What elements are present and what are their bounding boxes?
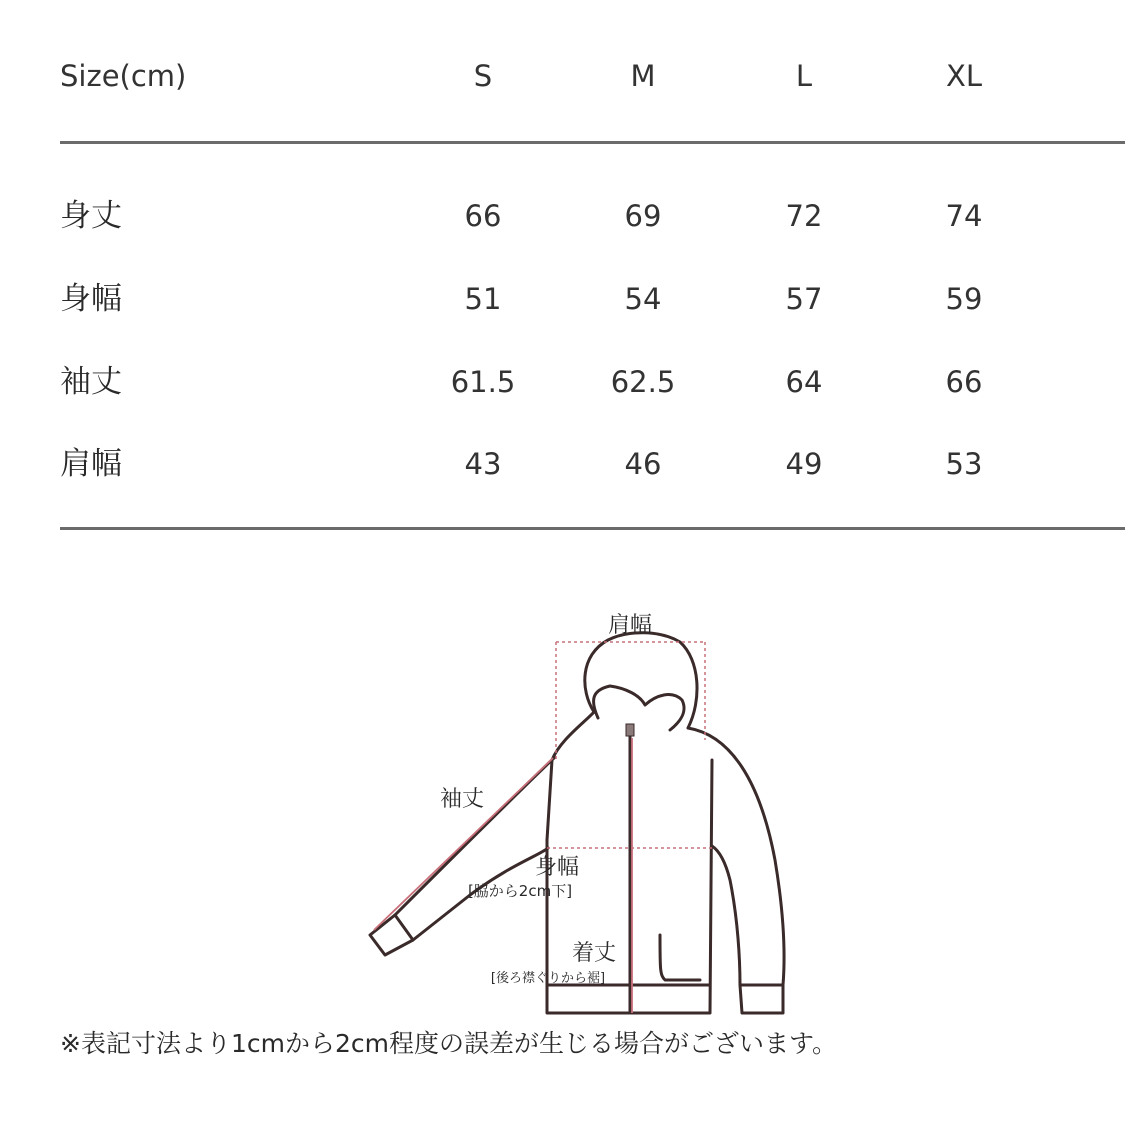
hood-inner	[594, 686, 685, 730]
table-cell: 43	[464, 447, 502, 481]
table-row	[0, 196, 1125, 236]
table-cell: 51	[464, 282, 502, 316]
size-s-header: S	[473, 59, 493, 93]
table-cell: 69	[624, 199, 662, 233]
sleeve-length-label: 袖丈	[439, 787, 485, 812]
table-cell: 53	[945, 447, 983, 481]
pocket	[660, 935, 700, 980]
table-cell: 66	[464, 199, 502, 233]
body-length-note: [後ろ襟ぐりから裾]	[490, 971, 606, 986]
table-cell: 64	[785, 365, 823, 399]
header-divider	[60, 141, 1125, 144]
left-cuff	[395, 915, 413, 940]
body-length-label: 着丈	[571, 941, 617, 966]
table-cell: 57	[785, 282, 823, 316]
body-width-note: [脇から2cm下]	[467, 882, 573, 900]
table-row	[0, 362, 1125, 402]
table-cell: 66	[945, 365, 983, 399]
body-width-label: 身幅	[534, 855, 580, 880]
table-bottom-divider	[60, 527, 1125, 530]
table-cell: 62.5	[610, 365, 676, 399]
size-l-header: L	[795, 59, 813, 93]
size-unit-header: Size(cm)	[60, 59, 187, 93]
hoodie-measurement-diagram	[360, 600, 820, 1030]
size-m-header: M	[630, 59, 656, 93]
table-cell: 72	[785, 199, 823, 233]
table-cell: 59	[945, 282, 983, 316]
row-label: 肩幅	[60, 446, 122, 482]
table-cell: 54	[624, 282, 662, 316]
table-cell: 61.5	[450, 365, 516, 399]
shoulder-width-label: 肩幅	[607, 613, 653, 638]
table-row	[0, 444, 1125, 484]
row-label: 身丈	[60, 198, 122, 234]
table-cell: 49	[785, 447, 823, 481]
row-label: 身幅	[60, 281, 122, 317]
zipper-pull	[626, 724, 634, 736]
size-xl-header: XL	[945, 59, 983, 93]
footnote: ※表記寸法より1cmから2cm程度の誤差が生じる場合がございます。	[60, 1029, 837, 1058]
right-cuff	[740, 985, 783, 1013]
row-label: 袖丈	[60, 364, 122, 400]
hood-outer	[585, 633, 697, 728]
table-cell: 74	[945, 199, 983, 233]
right-sleeve	[688, 728, 784, 985]
sleeve-length-line	[374, 758, 553, 930]
table-cell: 46	[624, 447, 662, 481]
table-row	[0, 279, 1125, 319]
